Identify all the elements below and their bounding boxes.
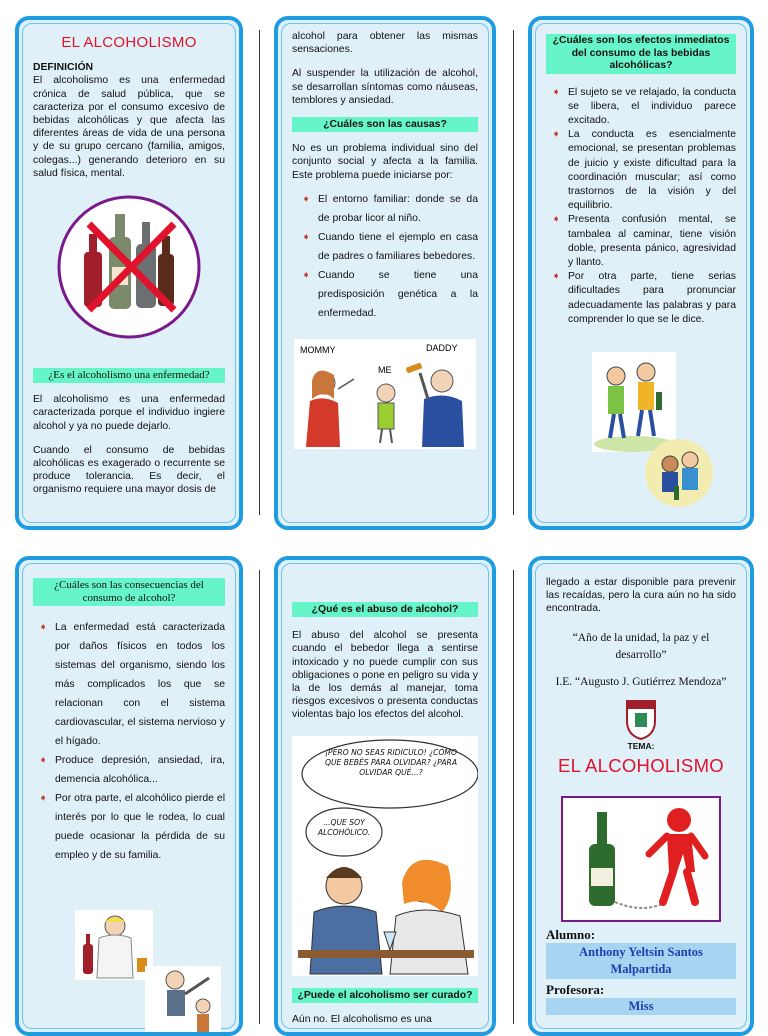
panel-causes (274, 16, 496, 530)
list-item: ➧ Produce depresión, ansiedad, ira, demencia alcohólica... (37, 751, 225, 789)
causes-intro: No es un problema individual sino del conjunto social y afecta a la familia. Este problema puede iniciarse por: (292, 143, 478, 181)
panel-effects (528, 16, 754, 530)
fold-line (513, 30, 514, 515)
me-label: ME (378, 364, 392, 375)
elderly-drinker-illustration (75, 910, 153, 980)
panel-cover (528, 556, 754, 1036)
school-name: I.E. “Augusto J. Gutiérrez Mendoza” (555, 675, 727, 688)
fold-line (513, 570, 514, 1024)
definition-text: El alcoholismo es una enfermedad crónica de salud pública, que se caracteriza por el consumo excesivo de bebidas alcohólicas y que afecta las diferentes áreas de vida de una persona y de su grupo cercano (familia, amigos, colegas...) generando deterioro en su salud física, mental. (33, 75, 225, 179)
student-name: Anthony Yeltsin Santos Malpartida (546, 943, 736, 979)
student-label: Alumno: (546, 927, 596, 943)
list-item: ➧ Cuando se tiene una predisposición genética a la enfermedad. (300, 266, 478, 323)
brochure-title: EL ALCOHOLISMO (61, 34, 197, 51)
list-item: ➧ El sujeto se ve relajado, la conducta se libera, el individuo parece excitado. (550, 86, 736, 129)
drunk-teens-illustration (592, 352, 676, 452)
sick-drinkers-illustration (644, 438, 714, 508)
causes-list (300, 190, 478, 323)
violent-drunk-illustration (145, 966, 221, 1036)
continued-text: alcohol para obtener las mismas sensaciones. (292, 31, 478, 56)
panel-abuse (274, 556, 496, 1036)
question-curable: ¿Puede el alcoholismo ser curado? (292, 988, 478, 1003)
bar-cartoon-illustration (292, 736, 478, 976)
fold-line (259, 30, 260, 515)
fold-line (259, 570, 260, 1024)
teacher-name: Miss (546, 998, 736, 1015)
cure-continued-text: llegado a estar disponible para prevenir las recaídas, pero la cura aún no ha sido encontrada. (546, 577, 736, 615)
year-motto: “Año de la unidad, la paz y el desarrollo” (572, 631, 710, 661)
question-abuse: ¿Qué es el abuso de alcohol? (292, 602, 478, 617)
question-consequences: ¿Cuáles son las consecuencias del consumo de alcohol? (33, 578, 225, 606)
question-effects: ¿Cuáles son los efectos inmediatos del consumo de las bebidas alcohólicas? (546, 34, 736, 74)
list-item: ➧ La enfermedad está caracterizada por daños físicos en todos los sistemas del organismo, siendo los más complicados los que se relacionan con el sistema cardiovascular, el sistema nervioso y el hígado. (37, 618, 225, 751)
answer-is-disease-2: Cuando el consumo de bebidas alcohólicas es exagerado o recurrente se produce tolerancia. Es decir, el organismo requiere una mayor dosis de (33, 444, 225, 496)
definition-label: DEFINICIÓN (33, 62, 94, 74)
mommy-label: MOMMY (300, 344, 336, 355)
speech-bubble-woman: ¡PERO NO SEAS RIDÍCULO! ¿CÓMO QUE BEBÉS PARA OLVIDAR? ¿PARA OLVIDAR QUÉ...? (324, 747, 458, 777)
cover-title: EL ALCOHOLISMO (558, 754, 724, 776)
no-alcohol-illustration (54, 192, 204, 342)
list-item: ➧ Por otra parte, el alcohólico pierde el interés por lo que le rodea, lo cual puede ocasionar la pérdida de su empleo y de su familia. (37, 789, 225, 865)
question-is-disease: ¿Es el alcoholismo una enfermedad? (33, 368, 225, 383)
speech-bubble-man: ...QUE SOY ALCOHÓLICO. (317, 817, 371, 837)
list-item: ➧ Presenta confusión mental, se tambalea al caminar, tiene visión doble, presenta pánico, agresividad y llanto. (550, 213, 736, 270)
daddy-label: DADDY (426, 342, 458, 353)
school-crest-icon (623, 697, 659, 741)
abuse-text: El abuso del alcohol se presenta cuando el bebedor llega a sentirse intoxicado y no puede cumplir con sus obligaciones o pone en peligro su vida y la de los demás al manejar, toma riesgos excesivos o presenta conductas violentas bajo los efectos del alcohol. (292, 630, 478, 721)
answer-is-disease-1: El alcoholismo es una enfermedad caracterizada porque el individuo ingiere alcohol y ya no puede dejarlo. (33, 394, 225, 432)
question-causes: ¿Cuáles son las causas? (292, 117, 478, 132)
curable-text: Aún no. El alcoholismo es una (292, 1013, 432, 1025)
withdrawal-text: Al suspender la utilización de alcohol, se desarrollan síntomas como náuseas, temblores y ansiedad. (292, 68, 478, 106)
tema-label: TEMA: (627, 740, 655, 751)
effects-list (550, 86, 736, 327)
list-item: ➧ El entorno familiar: donde se da de probar licor al niño. (300, 190, 478, 228)
panel-definition (15, 16, 243, 530)
teacher-label: Profesora: (546, 982, 605, 998)
list-item: ➧ La conducta es esencialmente emocional, se presentan problemas de juicio y existe dificultad para la coordinación muscular; así como trastornos de la visión y del equilibrio. (550, 128, 736, 213)
list-item: ➧ Cuando tiene el ejemplo en casa de padres o familiares bebedores. (300, 228, 478, 266)
list-item: ➧ Por otra parte, tiene serias dificultades para pronunciar adecuadamente las palabras y para comprender lo que se le dice. (550, 270, 736, 327)
consequences-list (37, 618, 225, 865)
chained-bottle-illustration (561, 796, 721, 922)
panel-consequences (15, 556, 243, 1036)
family-drinking-illustration (294, 339, 476, 449)
